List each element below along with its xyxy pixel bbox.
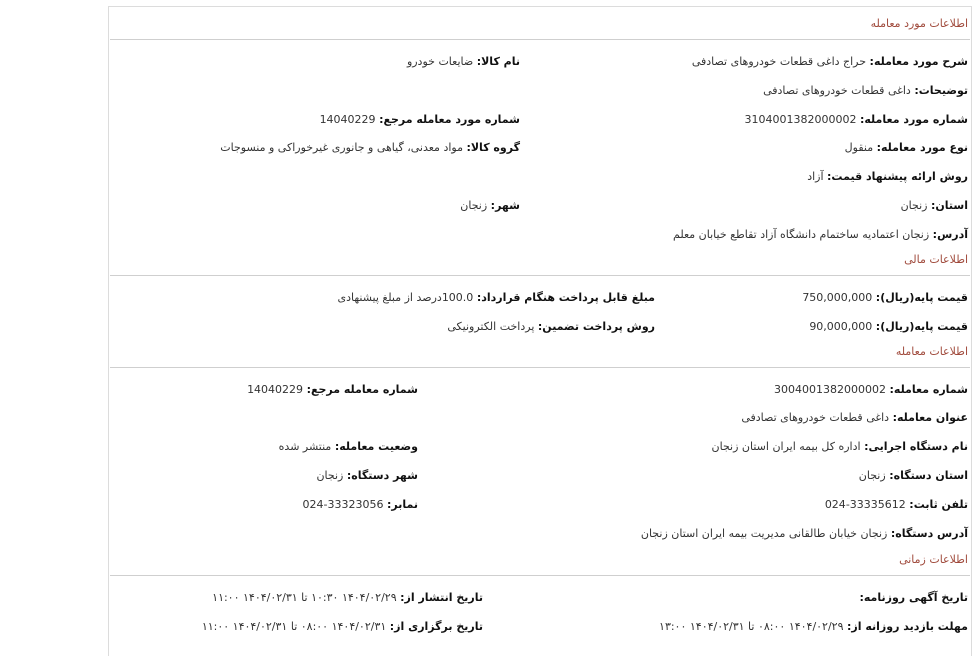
divider xyxy=(110,575,970,576)
field-contract-payment: مبلغ قابل پرداخت هنگام قرارداد: 100.0درصد از مبلغ پیشنهادی xyxy=(337,291,655,304)
section-title-deal: اطلاعات معامله xyxy=(895,345,968,358)
field-deal-title: عنوان معامله: داغی قطعات خودروهای تصادفی xyxy=(741,411,968,424)
field-phone: تلفن ثابت: 33335612-024 xyxy=(824,498,968,511)
field-city: شهر: زنجان xyxy=(460,199,520,212)
field-hold-date: تاریخ برگزاری از: ۱۴۰۴/۰۲/۳۱ ۰۸:۰۰ تا ۱۴۰۴/۰۲/۳۱ ۱۱:۰۰ xyxy=(201,620,483,633)
field-newspaper-date: تاریخ آگهی روزنامه: xyxy=(859,591,968,604)
field-item-name: نام کالا: ضایعات خودرو xyxy=(406,55,520,68)
section-title-details: اطلاعات مورد معامله xyxy=(870,17,968,30)
section-title-time: اطلاعات زمانی xyxy=(899,553,968,566)
section-title-financial: اطلاعات مالی xyxy=(904,253,968,266)
field-executive-org: نام دستگاه اجرایی: اداره کل بیمه ایران استان زنجان xyxy=(711,440,968,453)
field-deal-status: وضعیت معامله: منتشر شده xyxy=(278,440,418,453)
field-visit-deadline: مهلت بازدید روزانه از: ۱۴۰۴/۰۲/۲۹ ۰۸:۰۰ تا ۱۴۰۴/۰۲/۳۱ ۱۳:۰۰ xyxy=(659,620,968,633)
field-address: آدرس: زنجان اعتمادیه ساختمام دانشگاه آزاد تقاطع خیابان معلم xyxy=(673,228,968,241)
field-item-type: نوع مورد معامله: منقول xyxy=(844,141,968,154)
field-deal-reference: شماره معامله مرجع: 14040229 xyxy=(247,383,418,396)
field-reference-number: شماره مورد معامله مرجع: 14040229 xyxy=(319,113,520,126)
field-explanation: توضیحات: داغی قطعات خودروهای تصادفی xyxy=(763,84,968,97)
field-deal-number: شماره معامله: 3004001382000002 xyxy=(774,383,968,396)
field-publish-date: تاریخ انتشار از: ۱۴۰۴/۰۲/۲۹ ۱۰:۳۰ تا ۱۴۰۴/۰۲/۳۱ ۱۱:۰۰ xyxy=(212,591,483,604)
field-province: استان: زنجان xyxy=(900,199,968,212)
divider xyxy=(110,367,970,368)
field-guarantee-amount: قیمت پایه(ریال): 90,000,000 xyxy=(809,320,968,333)
field-org-city: شهر دستگاه: زنجان xyxy=(316,469,418,482)
field-item-number: شماره مورد معامله: 3104001382000002 xyxy=(744,113,968,126)
field-description: شرح مورد معامله: حراج داغی قطعات خودروهای تصادفی xyxy=(691,55,968,68)
field-price-method: روش ارائه پیشنهاد قیمت: آزاد xyxy=(807,170,968,183)
field-org-province: استان دستگاه: زنجان xyxy=(858,469,968,482)
field-goods-group: گروه کالا: مواد معدنی، گیاهی و جانوری غیرخوراکی و منسوجات xyxy=(220,141,520,154)
divider xyxy=(110,275,970,276)
field-fax: نمابر: 33323056-024 xyxy=(302,498,418,511)
field-base-price: قیمت پایه(ریال): 750,000,000 xyxy=(802,291,968,304)
divider xyxy=(110,39,970,40)
field-org-address: آدرس دستگاه: زنجان خیابان طالقانی مدیریت بیمه ایران استان زنجان xyxy=(640,527,968,540)
field-guarantee-method: روش پرداخت تضمین: پرداخت الکترونیکی xyxy=(447,320,655,333)
